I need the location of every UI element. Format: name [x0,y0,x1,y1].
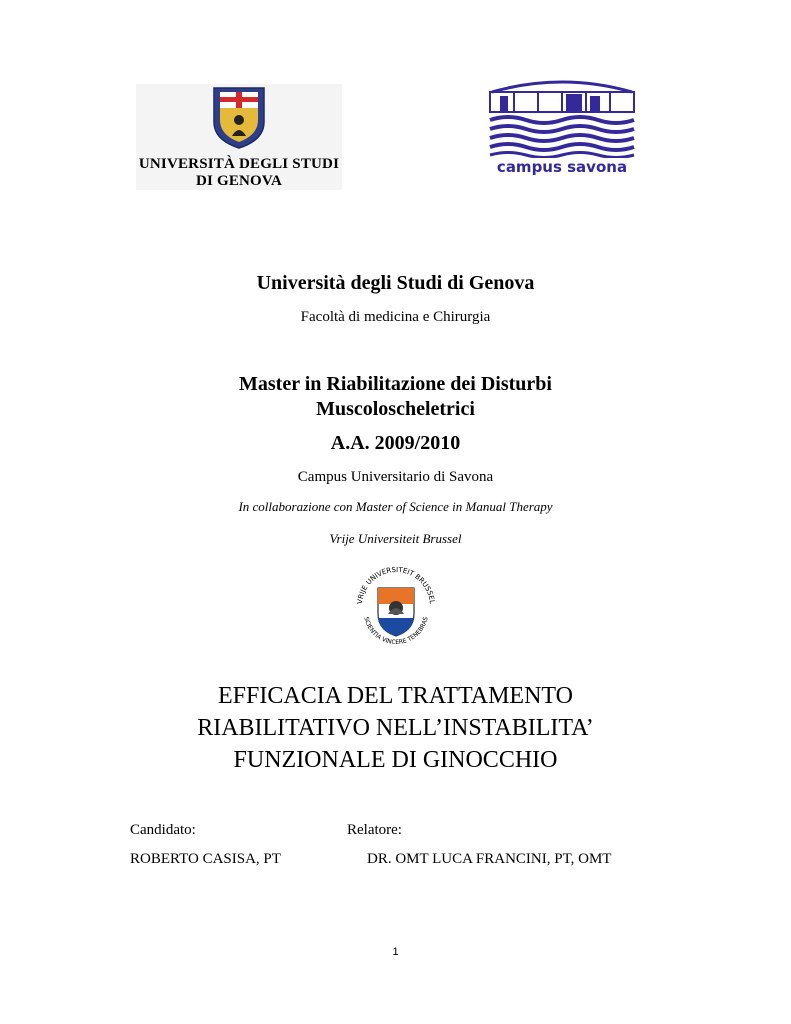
master-line2: Muscoloscheletrici [316,398,475,420]
campus-savona-logo [486,78,638,182]
title-line2: RIABILITATIVO NELL’INSTABILITA’ [197,715,594,741]
vub-seal-icon [352,562,440,650]
unige-name-line1: UNIVERSITÀ DEGLI STUDI [138,156,340,172]
collaboration-line: In collaborazione con Master of Science in Manual Therapy [238,499,553,514]
campus-savona-label: campus savona [496,158,628,176]
campus-line: Campus Universitario di Savona [297,469,494,485]
unige-name-line2: DI GENOVA [195,173,283,189]
master-line1: Master in Riabilitazione dei Disturbi [239,373,552,395]
vub-seal-logo [352,562,440,650]
master-heading [0,372,791,422]
university-heading: Università degli Studi di Genova [256,272,535,294]
supervisor-name: DR. OMT LUCA FRANCINI, PT, OMT [367,851,612,867]
title-line3: FUNZIONALE DI GINOCCHIO [233,747,558,773]
page-number: 1 [392,946,399,958]
title-line1: EFFICACIA DEL TRATTAMENTO [218,683,573,709]
partner-line: Vrije Universiteit Brussel [329,531,462,546]
thesis-title [0,680,791,776]
supervisor-label: Relatore: [347,822,402,838]
unige-logo [136,84,342,190]
candidate-label: Candidato: [130,822,196,838]
faculty-subheading: Facoltà di medicina e Chirurgia [300,309,491,325]
academic-year: A.A. 2009/2010 [330,432,461,454]
candidate-name: ROBERTO CASISA, PT [130,851,281,867]
svg-text:VRIJE UNIVERSITEIT BRUSSEL: VRIJE UNIVERSITEIT BRUSSEL [356,565,436,605]
unige-crest-icon [136,84,342,154]
svg-text:SCIENTIA VINCERE TENEBRAS: SCIENTIA VINCERE TENEBRAS [362,616,430,647]
campus-savona-icon [486,78,638,158]
